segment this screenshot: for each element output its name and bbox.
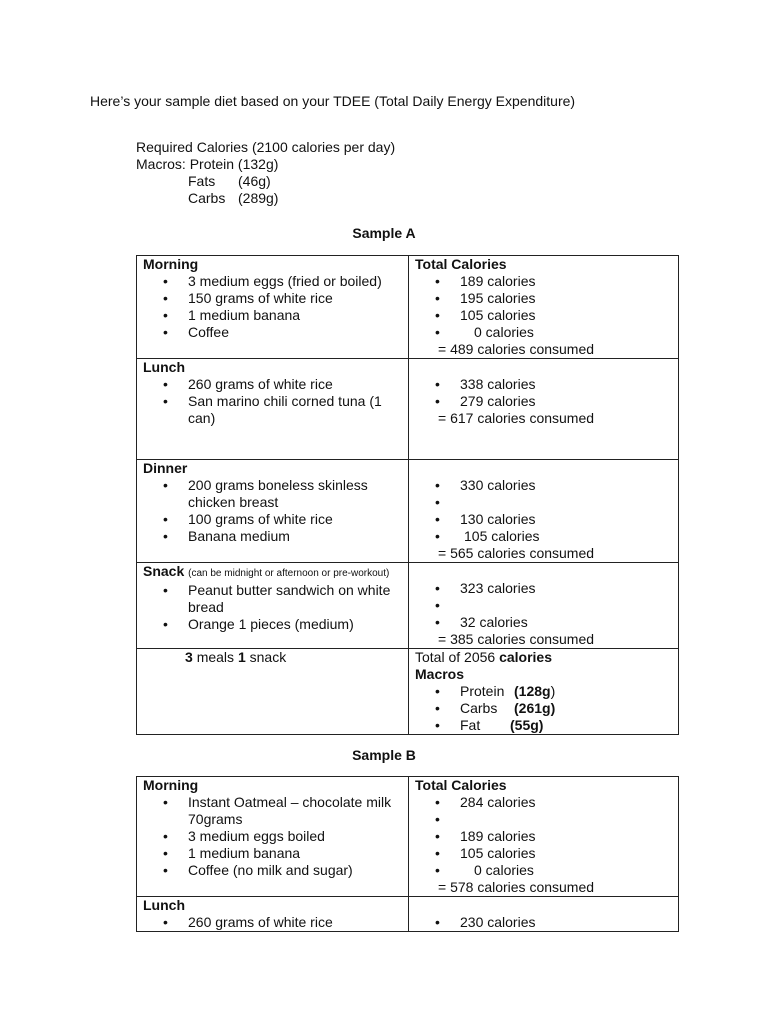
- dinner-calories-cell: [409, 460, 679, 563]
- list-item: • 130 calories: [415, 511, 672, 528]
- list-item: • Instant Oatmeal – chocolate milk 70grams: [143, 794, 402, 828]
- list-item: • 100 grams of white rice: [143, 511, 402, 528]
- sample-a-title: Sample A: [352, 225, 416, 241]
- list-item: • 189 calories: [415, 273, 672, 290]
- macros-carbs-name: Carbs: [188, 190, 226, 206]
- summary-macros-label: Macros: [415, 666, 465, 682]
- table-row: [137, 897, 679, 932]
- meal-label: Morning: [143, 256, 199, 272]
- lunch-meal-cell: [137, 897, 409, 932]
- macros-carbs-line: [188, 190, 278, 207]
- list-item: • 189 calories: [415, 828, 672, 845]
- meal-total: = 617 calories consumed: [438, 410, 595, 426]
- macros-fats-value: (46g): [238, 173, 271, 189]
- sample-a-table: [136, 255, 679, 735]
- meal-total: = 578 calories consumed: [438, 879, 595, 895]
- table-row: [137, 256, 679, 359]
- meal-total: = 489 calories consumed: [438, 341, 595, 357]
- table-row: [137, 777, 679, 897]
- list-item: • 260 grams of white rice: [143, 376, 402, 393]
- list-item: • 338 calories: [415, 376, 672, 393]
- list-item: • San marino chili corned tuna (1 can): [143, 393, 402, 427]
- sample-b-title: Sample B: [352, 747, 416, 763]
- table-row: [137, 563, 679, 649]
- meals-count-cell: [137, 649, 409, 735]
- snack-note: (can be midnight or afternoon or pre-workout): [188, 568, 390, 579]
- table-row: [137, 649, 679, 735]
- list-item: • 32 calories: [415, 614, 672, 631]
- required-calories: Required Calories (2100 calories per day): [136, 139, 396, 155]
- list-item: • 3 medium eggs boiled: [143, 828, 402, 845]
- list-item: • 0 calories: [415, 862, 672, 879]
- meal-label: Dinner: [143, 460, 188, 476]
- list-item: • 150 grams of white rice: [143, 290, 402, 307]
- list-item: • 284 calories: [415, 794, 672, 811]
- list-item: • Protein (128g): [415, 683, 672, 700]
- summary-cell: [409, 649, 679, 735]
- lunch-calories-cell: [409, 359, 679, 460]
- meal-total: = 385 calories consumed: [438, 631, 595, 647]
- lunch-meal-cell: [137, 359, 409, 460]
- list-item: • Carbs (261g): [415, 700, 672, 717]
- macros-protein-line: [136, 156, 278, 173]
- list-item: • 279 calories: [415, 393, 672, 410]
- snack-calories-cell: [409, 563, 679, 649]
- lunch-calories-cell: [409, 897, 679, 932]
- table-row: [137, 359, 679, 460]
- list-item: • 105 calories: [415, 307, 672, 324]
- macros-label: Macros:: [136, 156, 186, 172]
- morning-calories-cell: [409, 256, 679, 359]
- list-item: • 330 calories: [415, 477, 672, 494]
- list-item: • 200 grams boneless skinless chicken breast: [143, 477, 402, 511]
- morning-meal-cell: [137, 256, 409, 359]
- list-item: • 0 calories: [415, 324, 672, 341]
- total-calories-header: Total Calories: [415, 256, 507, 272]
- morning-meal-cell: [137, 777, 409, 897]
- list-item: • 1 medium banana: [143, 845, 402, 862]
- morning-calories-cell: [409, 777, 679, 897]
- list-item: • Coffee (no milk and sugar): [143, 862, 402, 879]
- snack-meal-cell: [137, 563, 409, 649]
- macros-fats-name: Fats: [188, 173, 216, 189]
- dinner-meal-cell: [137, 460, 409, 563]
- meal-total: = 565 calories consumed: [438, 545, 595, 561]
- macros-carbs-value: (289g): [238, 190, 279, 206]
- table-row: [137, 460, 679, 563]
- list-item: • Banana medium: [143, 528, 402, 545]
- meal-label: Lunch: [143, 897, 185, 913]
- list-item: • 195 calories: [415, 290, 672, 307]
- list-item: • 105 calories: [415, 528, 672, 545]
- meals-count: 3 meals 1 snack: [185, 649, 287, 665]
- list-item: • 3 medium eggs (fried or boiled): [143, 273, 402, 290]
- meal-label: Snack: [143, 563, 185, 579]
- list-item: • 323 calories: [415, 580, 672, 597]
- list-item: • Peanut butter sandwich on white bread: [143, 582, 402, 616]
- sample-b-table: [136, 776, 679, 932]
- list-item: • 260 grams of white rice: [143, 914, 402, 931]
- grand-total: Total of 2056 calories: [415, 649, 552, 665]
- meal-label: Morning: [143, 777, 199, 793]
- list-item: • 1 medium banana: [143, 307, 402, 324]
- meal-label: Lunch: [143, 359, 185, 375]
- list-item: • 105 calories: [415, 845, 672, 862]
- macros-protein: Protein (132g): [189, 156, 279, 172]
- total-calories-header: Total Calories: [415, 777, 507, 793]
- list-item: • Coffee: [143, 324, 402, 341]
- list-item: • Fat (55g): [415, 717, 672, 734]
- list-item: • 230 calories: [415, 914, 672, 931]
- list-item: • Orange 1 pieces (medium): [143, 616, 402, 633]
- macros-fats-line: [188, 173, 271, 190]
- intro-text: Here’s your sample diet based on your TDEE (Total Daily Energy Expenditure): [90, 93, 576, 109]
